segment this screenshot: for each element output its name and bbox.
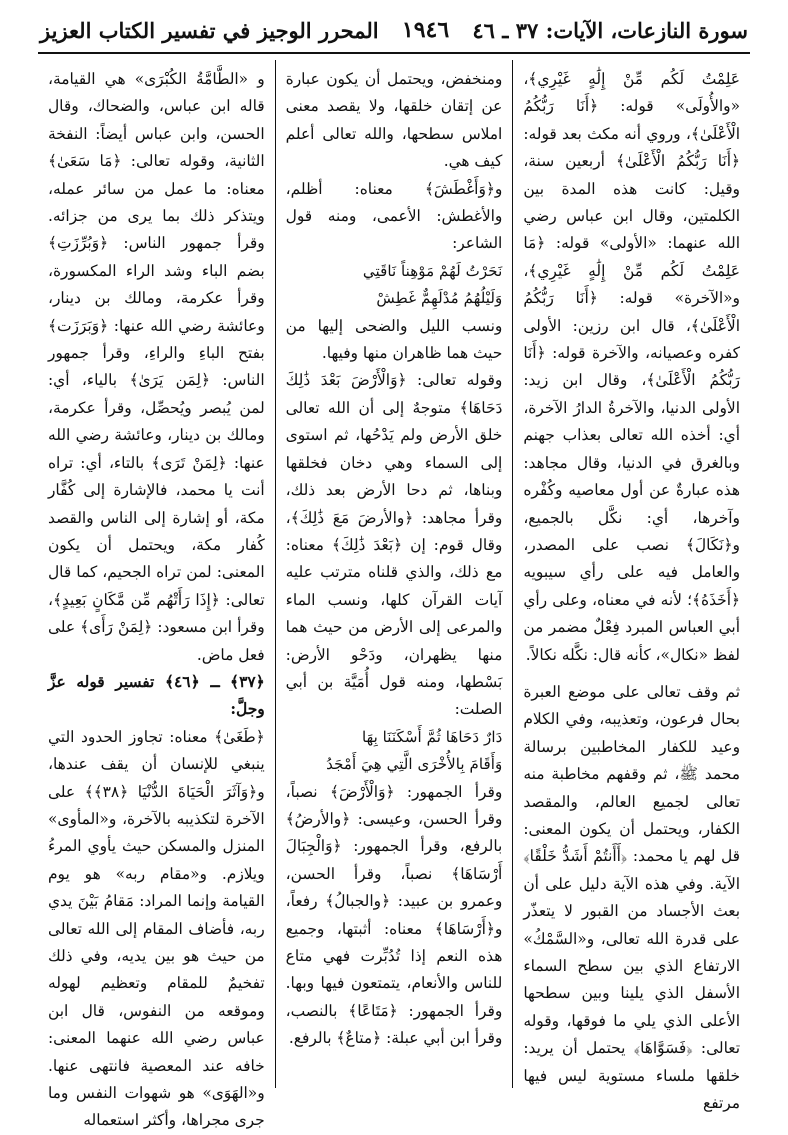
paragraph: ثم وقف تعالى على موضع العبرة بحال فرعون، وتعذيبه، وفي الكلام وعيد للكفار المخاطبين برسالة محمد ﷺ، ثم وقفهم مخاطبة منه تعالى لجميع العالم، والمقصد الكفار، ويحتمل أن يكون المعنى: قل لهم يا محمد: ﴿أَأَنتُمْ أَشَدُّ خَلْقًا﴾ الآية. وفي هذه الآية دليل على أن بعث الأجساد من القبور لا يتعذّر على قدرة الله تعالى، و«السَّمْكُ» الارتفاع الذي بين سطح السماء الأسفل الذي يلينا وبين سطحها الأعلى الذي يلي ما فوقها، وقوله تعالى: ﴿فَسَوَّاهَا﴾ يحتمل أن يريد: خلقها ملساء مستوية ليس فيها مرتفع bbox=[523, 682, 740, 1113]
paragraph: وقرأ الجمهور: ﴿وَالْأَرْضَ﴾ نصباً، وقرأ الحسن، وعيسى: ﴿والأرضُ﴾ بالرفع، وقرأ الجمهور: ﴿وَالْجِبَالَ أَرْسَاهَا﴾ نصباً، وقرأ الحسن، وعمرو بن عبيد: ﴿والجبالُ﴾ رفعاً، و﴿أَرْسَاهَا﴾ معناه: أثبتها، وجميع هذه النعم إذا تُدُبِّرت فهي متاع للناس والأنعام، يتمتعون فيها وبها. وقرأ الجمهور: ﴿مَتَاعًا﴾ بالنصب، وقرأ ابن أبي عبلة: ﴿متاعٌ﴾ بالرفع. bbox=[285, 782, 503, 1048]
paragraph: و﴿وَأَغْطَشَ﴾ معناه: أظلم، والأغطش: الأعمى، ومنه قول الشاعر: bbox=[285, 179, 503, 253]
paragraph: ومنخفض، ويحتمل أن يكون عبارة عن إتقان خلقها، ولا يقصد معنى املاس سطحها، والله تعالى أعلم كيف هي. bbox=[285, 70, 503, 171]
paragraph: عَلِمْتُ لَكُم مِّنْ إِلَٰهٍ غَيْرِي﴾، «والأُولَى» قوله: ﴿أَنَا رَبُّكُمُ الْأَعْلَىٰ﴾، وروي أنه مكث بعد قوله: ﴿أَنَا رَبُّكُمُ الْأَعْلَىٰ﴾ أربعين سنة، وقيل: كانت هذه المدة بين الكلمتين، وقال ابن عباس رضي الله عنهما: «الأولى» قوله: ﴿مَا عَلِمْتُ لَكُم مِّنْ إِلَٰهٍ غَيْرِي﴾، و«الآخرة» قوله: ﴿أَنَا رَبُّكُمُ الْأَعْلَىٰ﴾، قال ابن رزين: الأولى كفره وعصيانه، والآخرة قوله: ﴿أَنَا رَبُّكُمُ الْأَعْلَىٰ﴾، وقال ابن زيد: الأولى الدنيا، والآخرةُ الدارُ الآخرة، أي: أخذه الله تعالى بعذاب جهنم وبالغرق في الدنيا، وقال مجاهد: هذه عبارةٌ عن أول معاصيه وكُفْره وآخرها، أي: نكَّل بالجميع، و﴿نَكَالَ﴾ نصب على المصدر، والعامل فيه على رأي سيبويه ﴿أَخَذَهُ﴾؛ لأنه في معناه، وعلى رأي أبي العباس المبرد فِعْلٌ مضمر من لفظ «نكال»، كأنه قال: نكَّله نكالاً. bbox=[523, 70, 740, 664]
column-middle bbox=[276, 60, 514, 1088]
paragraph: و «الطَّامَّةُ الكُبْرَى» هي القيامة، قاله ابن عباس، والضحاك، وقال الحسن، وابن عباس أيضاً: النفخة الثانية، وقوله تعالى: ﴿مَا سَعَىٰ﴾ معناه: ما عمل من سائر عمله، ويتذكر ذلك بما يرى من جزائه. وقرأ جمهور الناس: ﴿وَبُرِّزَتِ﴾ بضم الباء وشد الراء المكسورة، وقرأ عكرمة، ومالك بن دينار، وعائشة رضي الله عنها: ﴿وَبَرَزَت﴾ بفتح الباءِ والراءِ، وقرأ جمهور الناس: ﴿لِمَن يَرَىٰ﴾ بالياء، أي: لمن يُبصر ويُحصِّل، وقرأ عكرمة، ومالك بن دينار، وعائشة رضي الله عنها: ﴿لِمَنْ تَرَى﴾ بالتاء، أي: تراه أنت يا محمد، فالإشارة إلى كُفَّار مكة، أو إشارة إلى الناس والقصد كُفار مكة، ويحتمل أن يكون المعنى: لمن تراه الجحيم، كما قال تعالى: ﴿إِذَا رَأَتْهُم مِّن مَّكَانٍ بَعِيدٍ﴾، وقرأ ابن مسعود: ﴿لِمَنْ رَأَى﴾ على فعل ماض. bbox=[47, 70, 265, 664]
book-title: المحرر الوجيز في تفسير الكتاب العزيز bbox=[40, 17, 379, 43]
section-heading: ﴿٣٧﴾ ـ ﴿٤٦﴾ تفسير قوله عزَّ وجلَّ: bbox=[47, 672, 265, 719]
header-divider bbox=[38, 52, 750, 54]
column-right bbox=[513, 60, 750, 1113]
paragraph: وقوله تعالى: ﴿وَالْأَرْضَ بَعْدَ ذَٰلِكَ دَحَاهَا﴾ متوجهٌ إلى أن الله تعالى خلق الأرض ولم يَدْحُها، ثم استوى إلى السماء وهي دخان فخلقها وبناها، ثم دحا الأرض بعد ذلك، وقرأ مجاهد: ﴿والأرضَ مَعَ ذَٰلِكَ﴾، وقال قوم: إن ﴿بَعْدَ ذَٰلِكَ﴾ معناه: مع ذلك، والذي قلناه مترتب عليه آيات القرآن كلها، ونسب الماء والمرعى إلى الأرض من حيث هما منها يظهران، ودَحْو الأرض: بَسْطها، ومنه قول أُمَيَّة بن أبي الصلت: bbox=[285, 371, 503, 719]
paragraph: ونسب الليل والضحى إليها من حيث هما ظاهران منها وفيها. bbox=[285, 316, 503, 363]
page-header bbox=[40, 10, 748, 50]
poem-verse: نَحَرْتُ لَهُمْ مَوْهِناً نَاقَتِي وَلَيْلُهُمُ مُدْلَهِمٌّ غَطِشْ bbox=[362, 261, 503, 308]
poem-verse: دَارٌ دَحَاهَا ثُمَّ أَسْكَنَنَا بِهَا وَأَقَامَ بِالأُخْرَى الَّتِي هِيَ أَمْجَدُ bbox=[326, 727, 503, 774]
surah-info: سورة النازعات، الآيات: ٣٧ ـ ٤٦ bbox=[472, 17, 748, 43]
text-columns bbox=[38, 60, 750, 1130]
paragraph: ﴿طَغَىٰ﴾ معناه: تجاوز الحدود التي ينبغي للإنسان أن يقف عندها، و﴿وَآثَرَ الْحَيَاةَ الدُّنْيَا ﴿٣٨﴾﴾ على الآخرة لتكذيبه بالآخرة، و«المأوى» المنزل والمسكن حيث يأوي المرءُ ويلازم. و«مقام ربه» هو يوم القيامة وإنما المراد: مَقامُ بَيْنَ يدي ربه، فأضاف المقام إلى الله تعالى من حيث هو بين يديه، وفي ذلك تفخيمٌ للمقام وتعظيم لهوله وموقعه من النفوس، قال ابن عباس رضي الله عنهما المعنى: خافه عند المعصية فانتهى عنها. و«الهَوَى» هو شهوات النفس وما جرى مجراها، وأكثر استعماله bbox=[47, 727, 265, 1130]
page-number: ١٩٤٦ bbox=[401, 17, 450, 43]
column-left bbox=[38, 60, 276, 1130]
